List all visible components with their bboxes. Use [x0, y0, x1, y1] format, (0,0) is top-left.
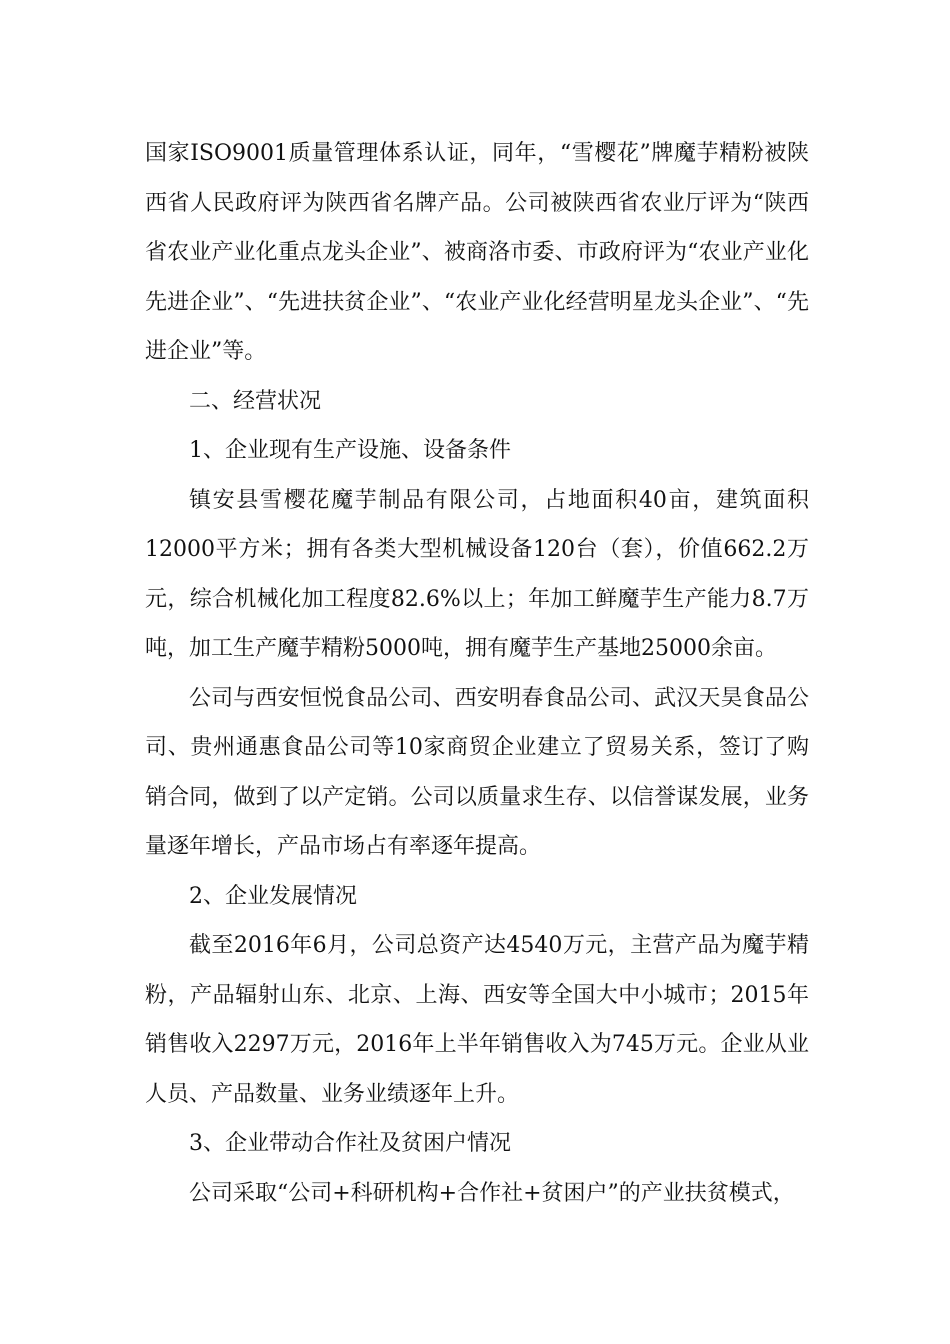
subheading-development: 2、企业发展情况 [189, 883, 357, 909]
subheading-facilities: 1、企业现有生产设施、设备条件 [189, 438, 511, 463]
paragraph-development: 截至2016年6月，公司总资产达4540万元，主营产品为魔芋精粉，产品辐射山东、北京、上海、西安等全国大中小城市；2015年销售收入2297万元，2016年上半年销售收入为745万元。企业从业人员、产品数量、业务业绩逐年上升。 [145, 933, 809, 1107]
paragraph-certification: 国家ISO9001质量管理体系认证，同年，“雪樱花”牌魔芋精粉被陕西省人民政府评为陕西省名牌产品。公司被陕西省农业厅评为“陕西省农业产业化重点龙头企业”、被商洛市委、市政府评为“农业产业化先进企业”、“先进扶贫企业”、“农业产业化经营明星龙头企业”、“先进企业”等。 [145, 141, 809, 364]
paragraph-poverty-model: 公司采取“公司+科研机构+合作社+贫困户”的产业扶贫模式， [189, 1180, 795, 1206]
subheading-cooperatives: 3、企业带动合作社及贫困户情况 [189, 1131, 511, 1156]
paragraph-trade-relations: 公司与西安恒悦食品公司、西安明春食品公司、武汉天昊食品公司、贵州通惠食品公司等10家商贸企业建立了贸易关系，签订了购销合同，做到了以产定销。公司以质量求生存、以信誉谋发展，业务量逐年增长，产品市场占有率逐年提高。 [145, 685, 809, 859]
paragraph-facilities: 镇安县雪樱花魔芋制品有限公司，占地面积40亩，建筑面积12000平方米；拥有各类大型机械设备120台（套），价值662.2万元，综合机械化加工程度82.6%以上；年加工鲜魔芋生产能力8.7万吨，加工生产魔芋精粉5000吨，拥有魔芋生产基地25000余亩。 [145, 487, 809, 661]
document-body [145, 129, 809, 1218]
section-heading-operations: 二、经营状况 [189, 388, 322, 414]
